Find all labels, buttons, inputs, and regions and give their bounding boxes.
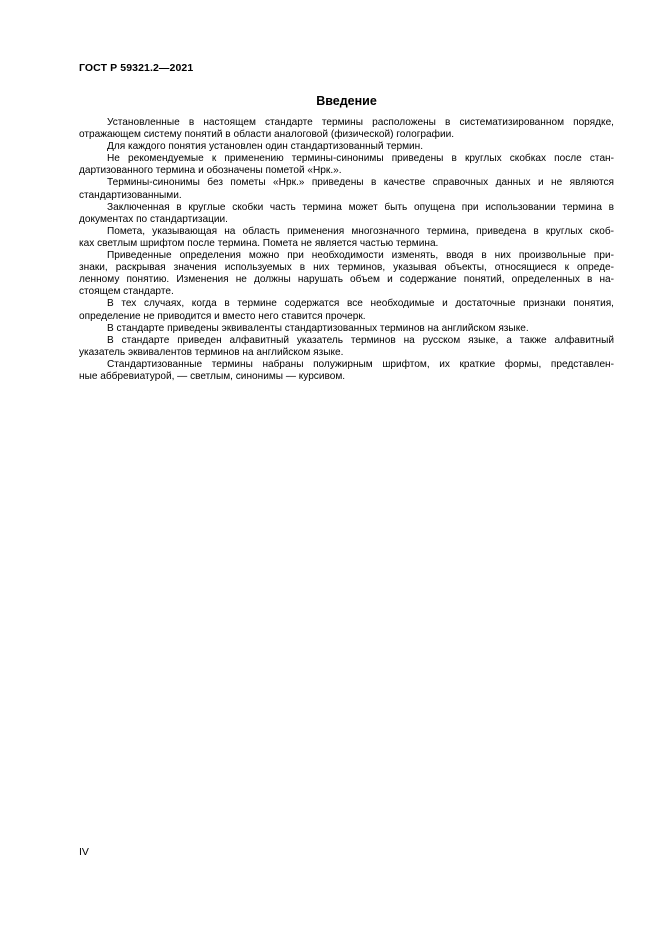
text-line: В тех случаях, когда в термине содержатся все необходимые и достаточные признаки понятия,: [107, 298, 614, 310]
text-line: стандартизованными.: [79, 189, 182, 201]
text-line: Не рекомендуемые к применению термины-синонимы приведены в круглых скобках после стан-: [107, 153, 614, 165]
page-number: IV: [79, 846, 89, 858]
text-line: знаки, раскрывая значения используемых в них терминов, указывая объекты, относящиеся к опреде-: [79, 262, 614, 274]
text-line: дартизованного термина и обозначены пометой «Нрк.».: [79, 165, 342, 177]
text-line: ные аббревиатурой, — светлым, синонимы — курсивом.: [79, 370, 346, 382]
text-line: отражающем систему понятий в области аналоговой (физической) голографии.: [79, 129, 455, 141]
text-line: Стандартизованные термины набраны полужирным шрифтом, их краткие формы, представлен-: [107, 358, 614, 370]
introduction-body: [79, 117, 614, 383]
text-line: документах по стандартизации.: [79, 213, 228, 225]
text-line: В стандарте приведены эквиваленты стандартизованных терминов на английском языке.: [107, 322, 529, 334]
text-line: Помета, указывающая на область применения многозначного термина, приведена в круглых скоб-: [107, 225, 614, 237]
text-line: ках светлым шрифтом после термина. Помета не является частью термина.: [79, 237, 439, 249]
section-title: Введение: [316, 94, 377, 108]
text-line: В стандарте приведен алфавитный указатель терминов на русском языке, а также алфавитный: [107, 334, 614, 346]
text-line: указатель эквивалентов терминов на английском языке.: [79, 346, 344, 358]
text-line: Приведенные определения можно при необходимости изменять, вводя в них произвольные при-: [107, 250, 614, 262]
text-line: определение не приводится и вместо него ставится прочерк.: [79, 310, 366, 322]
document-code: ГОСТ Р 59321.2—2021: [79, 62, 194, 74]
text-line: Термины-синонимы без пометы «Нрк.» приведены в качестве справочных данных и не являются: [107, 177, 614, 189]
text-line: Заключенная в круглые скобки часть термина может быть опущена при использовании термина в: [107, 201, 614, 213]
text-line: стоящем стандарте.: [79, 286, 174, 298]
text-line: ленному понятию. Изменения не должны нарушать объем и содержание понятий, определенных в на-: [79, 274, 614, 286]
text-line: Установленные в настоящем стандарте термины расположены в систематизированном порядке,: [107, 117, 614, 128]
text-line: Для каждого понятия установлен один стандартизованный термин.: [107, 141, 424, 153]
